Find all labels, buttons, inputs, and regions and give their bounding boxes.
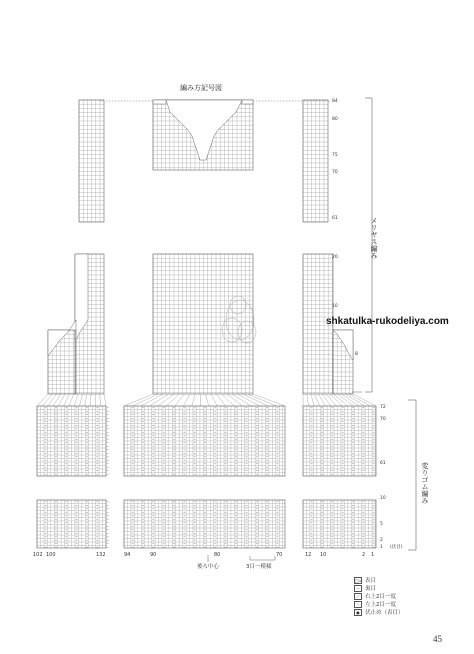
grid-left-upper bbox=[79, 100, 104, 222]
rib-center-lower bbox=[124, 500, 285, 548]
center-right-notch bbox=[242, 100, 253, 104]
row-label-70: 70 bbox=[332, 170, 338, 175]
purl-stitch-icon: − bbox=[354, 585, 362, 592]
right-flare-cut bbox=[333, 330, 353, 360]
col-label-2: 2 bbox=[362, 552, 366, 558]
row-label-1: 1 bbox=[380, 545, 383, 550]
row-label-61: 61 bbox=[332, 216, 338, 221]
col-label-102: 102 bbox=[33, 552, 43, 558]
row-label-5: 5 bbox=[380, 522, 383, 527]
legend-item: − 裏目 bbox=[354, 584, 376, 592]
bind-off-note: (伏目) bbox=[390, 545, 403, 550]
neckline-cutout bbox=[166, 100, 242, 160]
legend-item: ⟋ 右上2目一度 bbox=[354, 592, 396, 600]
bind-off-icon: ● bbox=[354, 609, 362, 616]
caption-back-center: 後ろ中心 bbox=[197, 564, 220, 570]
row-label-61b: 61 bbox=[380, 461, 386, 466]
page-number: 45 bbox=[433, 634, 442, 644]
knit-stitch-icon: □= bbox=[355, 577, 363, 583]
col-label-12: 12 bbox=[305, 552, 312, 558]
rib-left-upper bbox=[37, 406, 106, 476]
grid-right-upper bbox=[303, 100, 328, 222]
chart-title: 編み方記号図 bbox=[180, 84, 222, 92]
row-label-70b: 70 bbox=[380, 417, 386, 422]
fan-left bbox=[37, 394, 106, 406]
col-label-94: 94 bbox=[124, 552, 131, 558]
row-label-75: 75 bbox=[332, 153, 338, 158]
left-decrease-icon: ⟍ bbox=[354, 601, 362, 608]
grid-center-middle bbox=[153, 254, 253, 394]
left-flare-cut bbox=[48, 320, 76, 356]
rib-right-lower bbox=[303, 500, 376, 548]
row-label-80: 80 bbox=[332, 117, 338, 122]
rib-center-upper bbox=[124, 406, 285, 476]
col-label-90: 90 bbox=[150, 552, 157, 558]
left-armhole-cut bbox=[75, 254, 88, 340]
right-decrease-icon: ⟋ bbox=[354, 593, 362, 600]
rib-right-upper bbox=[303, 406, 376, 476]
legend-item: ● 伏止め（表目） bbox=[354, 608, 404, 616]
row-label-8: 8 bbox=[355, 352, 358, 357]
rib-left-lower bbox=[37, 500, 106, 548]
row-label-84: 84 bbox=[332, 99, 338, 104]
legend-item: ⟍ 左上2目一度 bbox=[354, 600, 396, 608]
fan-center bbox=[124, 394, 285, 406]
label-stockinette: メリヤス編み bbox=[370, 217, 378, 259]
row-label-10b: 10 bbox=[380, 496, 386, 501]
col-label-132: 132 bbox=[96, 552, 106, 558]
col-label-10: 10 bbox=[320, 552, 327, 558]
row-label-20: 20 bbox=[332, 255, 338, 260]
row-label-72: 72 bbox=[380, 405, 386, 410]
row-label-10: 10 bbox=[332, 304, 338, 309]
col-label-70: 70 bbox=[276, 552, 283, 558]
center-left-notch bbox=[153, 100, 166, 104]
motif-sketch bbox=[222, 296, 256, 343]
row-label-2: 2 bbox=[380, 538, 383, 543]
col-label-80: 80 bbox=[214, 552, 221, 558]
label-rib: 変りゴム編み bbox=[421, 462, 429, 504]
caption-repeat: 3目一模様 bbox=[246, 564, 272, 570]
fan-right bbox=[303, 394, 376, 406]
col-label-1: 1 bbox=[371, 552, 375, 558]
col-label-100: 100 bbox=[46, 552, 56, 558]
watermark: shkatulka-rukodeliya.com bbox=[326, 316, 449, 327]
legend-item: □= 表目 bbox=[355, 577, 377, 584]
